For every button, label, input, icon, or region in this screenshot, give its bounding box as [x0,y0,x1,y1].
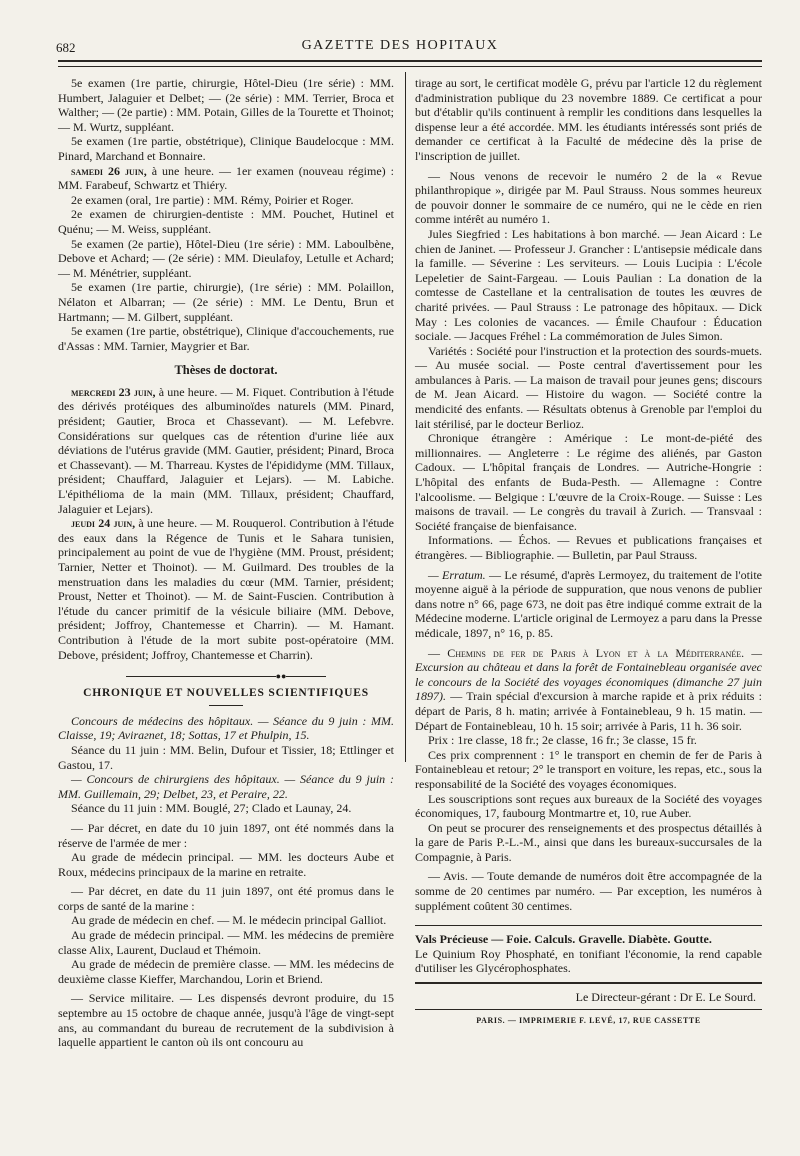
news-paragraph: Concours de médecins des hôpitaux. — Séance du 9 juin : MM. Claisse, 19; Avirагnet, 18; Sottas, 17 et Phulpin, 15. [58,713,394,743]
thesis-paragraph [58,385,394,516]
exam-paragraph: 5e examen (2e partie), Hôtel-Dieu (1re série) : MM. Laboulbène, Debove et Achard; — (2e série) : MM. Dieulafoy, Letulle et Achard; — M. Ménétrier, suppléant. [58,236,394,280]
directeur-line: Le Directeur-gérant : Dr E. Le Sourd. [575,990,756,1005]
news-paragraph: — Nous venons de recevoir le numéro 2 de la « Revue philanthropique », dirigée par M. Paul Strauss. Nous sommes heureux de pouvoir donner le sommaire de ce numéro, qui ne le cède en rien comme intérêt au numéro 1. [415,168,762,227]
exam-paragraph: 5e examen (1re partie, obstétrique), Clinique d'accouchements, rue d'Assas : MM. Tarnier, Maygrier et Bar. [58,324,394,353]
exam-paragraph: 2e examen (oral, 1re partie) : MM. Rémy, Poirier et Roger. [71,192,354,207]
ad-quinium: Le Quinium Roy Phosphaté, en tonifiant l'économie, la rend capable d'utiliser les Glycérophosphates. [415,946,762,976]
summary-paragraph: Variétés : Société pour l'instruction et la protection des sourds-muets. — Au musée social. — Poste central d'avertissement pour les ambulances à Paris. — La maison de travail pour jeunes gens; discours de M. Jean Aicard. — Histoire du wagon. — Société contre la mendicité des enfants. — Résultats obtenus à Grenoble par l'emploi du lait stérilisé, par le docteur Berlioz. [415,343,762,431]
date-label: mercredi 23 juin, [71,384,156,399]
news-paragraph: Les souscriptions sont reçues aux bureaux de la Société des voyages économiques, 17, faubourg Montmartre et, 10, rue Auber. [415,791,762,821]
exam-paragraph: 2e examen de chirurgien-dentiste : MM. Pouchet, Hutinel et Quénu; — M. Weiss, suppléant. [58,207,394,236]
thesis-text: à une heure. — M. Fiquet. Contribution à l'étude des dérivés protéiques des albuminoïdes naturels (MM. Pinard, président; Gautier, Broca et Chassevant). — M. Lefebvre. Considérations sur quelques cas de rétention d'urine liée aux déviations de l'utérus gravide (MM. Gautier, président; Pinard, Broca et Chassevant). — M. Tharreau. Kystes de l'épididyme (MM. Tillaux, président; Chauffard, Jalaguier et Lejars). — M. Labiche. L'épithélioma de la main (MM. Tillaux, président; Chauffard, Jalaguier et Lejars). [58,384,394,516]
header-rule-thick [58,60,762,62]
exam-paragraph: 5e examen (1re partie, chirurgie), (1re série) : MM. Polaillon, Nélaton et Albarran; — (2e série) : MM. Le Dentu, Brun et Hartmann; — M. Gilbert, suppléant. [58,280,394,324]
right-column [415,76,762,1028]
footer-rule [415,982,762,984]
news-paragraph: Séance du 11 juin : MM. Bouglé, 27; Clado et Launay, 24. [71,801,352,816]
news-paragraph: — Par décret, en date du 10 juin 1897, ont été nommés dans la réserve de l'armée de mer : [58,820,394,850]
news-paragraph: tirage au sort, le certificat modèle G, prévu par l'article 12 du règlement d'administration publique du 23 novembre 1889. Ce certificat a pour but d'établir qu'ils continuent à remplir les conditions dans lesquelles la dispense leur a été accordée. MM. les étudiants intéressés sont priés de demander ce certificat à la Faculté de médecine dès la prise de l'inscription de juillet. [415,76,762,163]
running-title: GAZETTE DES HOPITAUX [301,38,499,53]
prices-paragraph: Prix : 1re classe, 18 fr.; 2e classe, 16 fr.; 3e classe, 15 fr. [428,733,697,748]
news-paragraph: — Service militaire. — Les dispensés devront produire, du 15 septembre au 15 octobre de chaque année, jusqu'à l'âge de vingt-sept ans, au commandant du bureau de recrutement de la subdivision à laquelle appartient le canton où ils ont concouru au [58,991,394,1050]
chronique-heading: CHRONIQUE ET NOUVELLES SCIENTIFIQUES [83,687,369,700]
theses-heading: Thèses de doctorat. [174,363,278,378]
ad-rule [415,925,762,926]
footer-rule-thin [415,1009,762,1010]
erratum-text: — Le résumé, d'après Lermoyez, du traitement de l'otite moyenne aiguë à la période de suppuration, que nous venons de publier dans notre n° 66, page 673, ne doit pas être indiqué comme extrait de la Médecine moderne. L'article original de Lermoyez a paru dans la Presse médicale, 1897, n° 16, p. 85. [415,567,763,640]
news-paragraph: Au grade de médecin en chef. — M. le médecin principal Galliot. [71,913,387,928]
railway-title: — Excursion au château et dans la forêt de Fontainebleau organisée avec le concours de la Société des voyages économiques (dimanche 27 juin 1897). [415,645,763,704]
ad-vals: Vals Précieuse — Foie. Calculs. Gravelle. Diabète. Goutte. [415,932,712,947]
railway-text: — Train spécial d'excursion à marche rapide et à prix réduits : départ de Paris, 8 h. matin; arrivée à Fontainebleau, 9 h. 15 matin. — Départ de Fontainebleau, 10 h. 15 soir; arrivée à Paris, 11 h. 36 soir. [415,689,763,733]
summary-paragraph: Jules Siegfried : Les habitations à bon marché. — Jean Aicard : Le chien de Janinet. — Professeur J. Grancher : L'antisepsie médicale dans la famille. — Séverine : Les serviteurs. — Louis Lucipia : L'école Lepeletier de Saint-Fargeau. — Louis Paulian : La donation de la comtesse de Castellane et la centralisation de toutes les œuvres de charité privées. — Paul Strauss : Le patronage des hôpitaux. — Dick May : Les colonies de vacances. — Émile Chaufour : Éducation sociale. — Jacques Fréhel : La commémoration de Jules Simon. [415,226,762,344]
summary-paragraph: Chronique étrangère : Amérique : Le mont-de-piété des millionnaires. — Angleterre : Le régime des aliénés, par Gaston Cadoux. — L'hôpital français de Londres. — Autriche-Hongrie : L'hôpital des enfants de Buda-Pesth. — Allemagne : Contre l'alcoolisme. — Belgique : L'œuvre de la Croix-Rouge. — Suisse : Les maisons de travail. — Le congrès du travail à Zurich. — Transvaal : Société française de bienfaisance. [415,431,762,533]
imprint-line: PARIS. — IMPRIMERIE F. LEVÉ, 17, RUE CASSETTE [476,1015,701,1025]
railway-paragraph [415,646,762,734]
erratum-label: — Erratum. [428,567,486,582]
news-paragraph: On peut se procurer des renseignements et des prospectus détaillés à la gare de Paris P.-L.-M., ainsi que dans les bureaux-succursales de la Compagnie, à Paris. [415,820,762,864]
thesis-paragraph [58,516,394,662]
date-label: samedi 26 juin, [71,163,147,178]
news-paragraph: Séance du 11 juin : MM. Belin, Dufour et Tissier, 18; Ettlinger et Gastou, 17. [58,742,394,772]
news-paragraph: Ces prix comprennent : 1° le transport en chemin de fer de Paris à Fontainebleau et retour; 2° le transport en voiture, les repas, etc., sous la responsabilité de la Société des voyages économiques. [415,747,762,791]
exam-paragraph: 5e examen (1re partie, obstétrique), Clinique Baudelocque : MM. Pinard, Marchand et Bonnaire. [58,134,394,163]
exam-paragraph: 5e examen (1re partie, chirurgie, Hôtel-Dieu (1re série) : MM. Humbert, Jalaguier et Delbet; — (2e série) : MM. Terrier, Broca et Walther; — (2e partie) : MM. Potain, Gilles de la Tourette et Thoinot; — M. Wurtz, suppléant. [58,76,394,134]
news-paragraph: Au grade de médecin principal. — MM. les médecins de première classe Alix, Laurent, Duclaud et Thémoin. [58,928,394,957]
news-paragraph: — Concours de chirurgiens des hôpitaux. — Séance du 9 juin : MM. Guillemain, 29; Delbet, 23, et Peraire, 22. [58,772,394,801]
news-paragraph: Au grade de médecin de première classe. — MM. les médecins de deuxième classe Kieffer, Marchandou, Lorin et Briend. [58,957,394,986]
page-number: 682 [56,40,76,55]
news-paragraph: — Par décret, en date du 11 juin 1897, ont été promus dans le corps de santé de la marine : [58,884,394,913]
erratum-paragraph [415,568,762,641]
column-divider [405,72,406,762]
short-rule [209,705,243,706]
thesis-text: à une heure. — M. Rouquerol. Contribution à l'étude des eaux dans la Régence de Tunis et le Sahara tunisien, principalement au point de vue de l'hygiène (MM. Proust, président; Tarnier, Netter et Thoinot). — M. Guilmard. Des troubles de la menstruation dans les maladies du cœur (MM. Tarnier, président; Proust, Netter et Thoinot). — M. de Saint-Fuscien. Contribution à l'étude du cancer primitif de la vésicule biliaire (MM. Debove, président; Joffroy, Chantemesse et Charrin). — M. Hamant. Contribution à l'étude de la mort subite post-opératoire (MM. Debove, président; Joffroy, Chantemesse et Charrin). [58,516,395,662]
section-separator: ●● [58,668,394,676]
header-rule-thin [58,66,762,67]
notice-paragraph: — Avis. — Toute demande de numéros doit être accompagnée de la somme de 20 centimes par numéro. — Par exception, les numéros à supplément coûtent 30 centimes. [415,869,762,913]
summary-paragraph: Informations. — Échos. — Revues et publications françaises et étrangères. — Bibliographie. — Bulletin, par Paul Strauss. [415,533,762,562]
exam-text: à une heure. — 1er examen (nouveau régime) : MM. Farabeuf, Schwartz et Thiéry. [58,163,395,193]
railway-label: — Chemins de fer de Paris à Lyon et à la Méditerranée. [428,645,745,660]
date-label: jeudi 24 juin, [71,516,136,531]
exam-paragraph [58,164,394,193]
left-column [58,76,394,1050]
news-paragraph: Au grade de médecin principal. — MM. les docteurs Aube et Roux, médecins principaux de la marine en retraite. [58,850,394,879]
